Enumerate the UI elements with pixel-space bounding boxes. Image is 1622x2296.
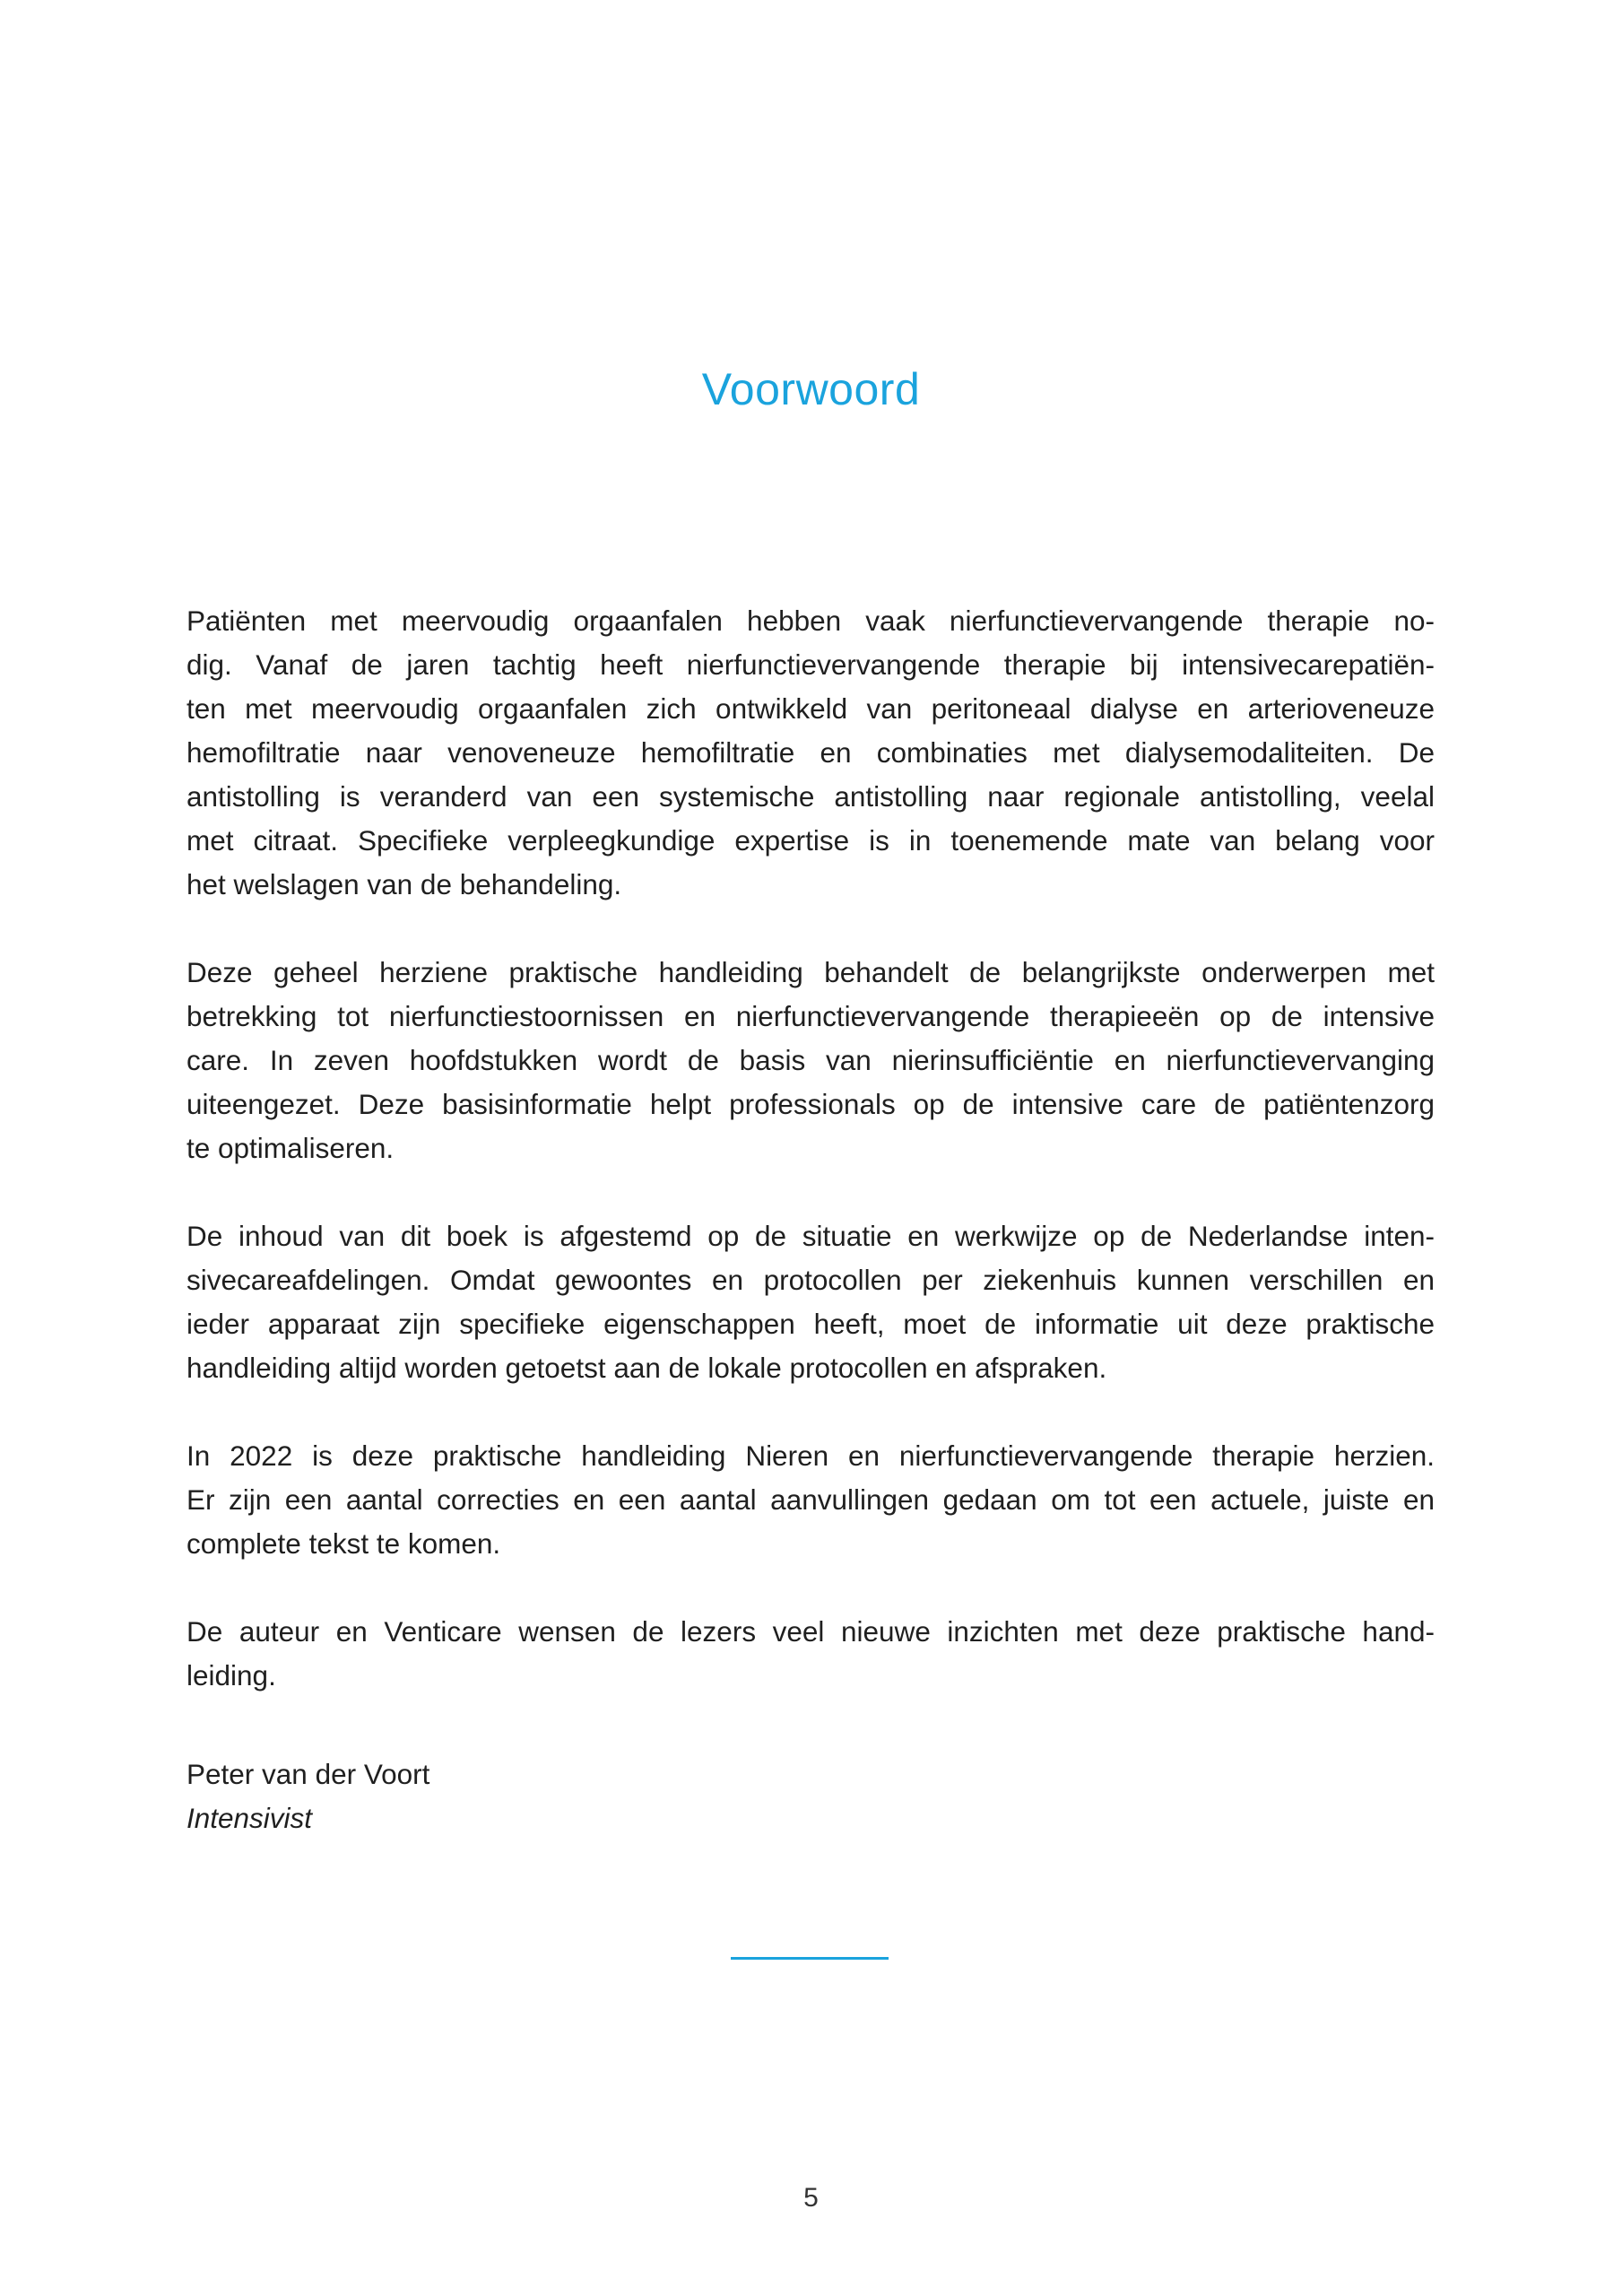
paragraph-2 — [186, 951, 1435, 1170]
text-line: met citraat. Specifieke verpleegkundige expertise is in toenemende mate van belang voor — [186, 824, 1435, 857]
text-line: antistolling is veranderd van een systemische antistolling naar regionale antistolling, veelal — [186, 780, 1435, 813]
paragraph-5 — [186, 1610, 1435, 1698]
author-name: Peter van der Voort — [186, 1758, 430, 1790]
text-line: uiteengezet. Deze basisinformatie helpt professionals op de intensive care de patiëntenzorg — [186, 1088, 1435, 1120]
text-line: sivecareafdelingen. Omdat gewoontes en protocollen per ziekenhuis kunnen verschillen en — [186, 1264, 1435, 1296]
text-line: dig. Vanaf de jaren tachtig heeft nierfunctievervangende therapie bij intensivecarepatiën- — [186, 648, 1435, 681]
paragraph-1 — [186, 599, 1435, 907]
text-line: complete tekst te komen. — [186, 1527, 501, 1560]
text-line: betrekking tot nierfunctiestoornissen en nierfunctievervangende therapieeën op de intensive — [186, 1000, 1435, 1032]
text-line: leiding. — [186, 1659, 276, 1692]
text-line: te optimaliseren. — [186, 1132, 395, 1164]
decorative-divider — [731, 1957, 889, 1960]
page-number: 5 — [803, 2183, 819, 2213]
text-line: ten met meervoudig orgaanfalen zich ontwikkeld van peritoneaal dialyse en arterioveneuze — [186, 692, 1435, 725]
foreword-body — [186, 599, 1435, 1742]
paragraph-3 — [186, 1214, 1435, 1390]
page-title: Voorwoord — [701, 364, 921, 414]
text-line: het welslagen van de behandeling. — [186, 868, 622, 900]
text-line: De inhoud van dit boek is afgestemd op de situatie en werkwijze op de Nederlandse inten- — [186, 1220, 1435, 1252]
text-line: handleiding altijd worden getoetst aan de lokale protocollen en afspraken. — [186, 1352, 1107, 1384]
text-line: In 2022 is deze praktische handleiding Nieren en nierfunctievervangende therapie herzien. — [186, 1439, 1435, 1472]
text-line: Deze geheel herziene praktische handleiding behandelt de belangrijkste onderwerpen met — [186, 956, 1435, 988]
text-line: hemofiltratie naar venoveneuze hemofiltratie en combinaties met dialysemodaliteiten. De — [186, 736, 1435, 769]
author-role: Intensivist — [186, 1802, 313, 1834]
text-line: Er zijn een aantal correcties en een aantal aanvullingen gedaan om tot een actuele, juiste en — [186, 1483, 1435, 1516]
text-line: care. In zeven hoofdstukken wordt de basis van nierinsufficiëntie en nierfunctievervanging — [186, 1044, 1435, 1076]
signature-block — [186, 1752, 429, 1840]
paragraph-4 — [186, 1434, 1435, 1566]
text-line: Patiënten met meervoudig orgaanfalen hebben vaak nierfunctievervangende therapie no- — [186, 604, 1435, 637]
text-line: ieder apparaat zijn specifieke eigenschappen heeft, moet de informatie uit deze praktische — [186, 1308, 1435, 1340]
text-line: De auteur en Venticare wensen de lezers veel nieuwe inzichten met deze praktische hand- — [186, 1615, 1435, 1648]
